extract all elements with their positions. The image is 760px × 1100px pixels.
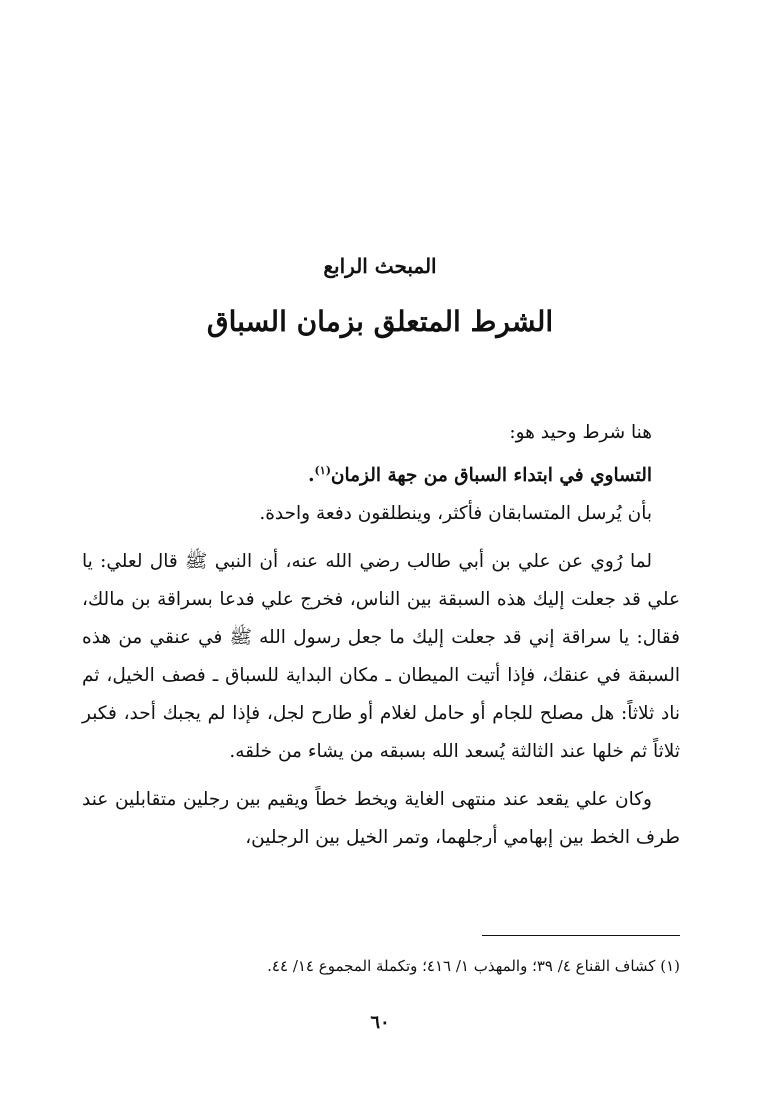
condition-text: التساوي في ابتداء السباق من جهة الزمان bbox=[330, 465, 652, 487]
explanation-line: بأن يُرسل المتسابقان فأكثر، وينطلقون دفعة واحدة. bbox=[259, 503, 652, 525]
intro-line: هنا شرط وحيد هو: bbox=[509, 422, 652, 443]
page-number: ٦٠ bbox=[370, 1012, 390, 1033]
footnote-text: كشاف القناع ٤/ ٣٩؛ والمهذب ١/ ٤١٦؛ وتكملة المجموع ١٤/ ٤٤. bbox=[267, 957, 656, 975]
section-subtitle: المبحث الرابع bbox=[323, 254, 437, 278]
footnote-divider bbox=[482, 935, 680, 936]
condition-end: . bbox=[308, 465, 315, 487]
footnote bbox=[82, 955, 680, 977]
condition-line bbox=[82, 452, 680, 495]
section-title: الشرط المتعلق بزمان السباق bbox=[206, 305, 554, 338]
footnote-reference: (١) bbox=[314, 464, 331, 477]
footnote-marker: (١) bbox=[660, 957, 680, 975]
paragraph-hadith: لما رُوي عن علي بن أبي طالب رضي الله عنه، أن النبي ﷺ قال لعلي: يا علي قد جعلت إليك هذه السبقة بين الناس، فخرج علي فدعا بسراقة بن مالك، فقال: يا سراقة إني قد جعلت إليك ما جعل رسول الله ﷺ في عنقي من هذه السبقة في عنقك، فإذا أتيت الميطان ـ مكان البداية للسباق ـ فصف الخيل، ثم ناد ثلاثاً: هل مصلح للجام أو حامل لغلام أو طارح لجل، فإذا لم يجبك أحد، فكبر ثلاثاً ثم خلها عند الثالثة يُسعد الله بسبقه من يشاء من خلقه. bbox=[82, 551, 680, 763]
paragraph-ali: وكان علي يقعد عند منتهى الغاية ويخط خطاً ويقيم بين رجلين متقابلين عند طرف الخط بين إبهامي أرجلهما، وتمر الخيل بين الرجلين، bbox=[82, 789, 680, 849]
body-text bbox=[82, 414, 680, 857]
